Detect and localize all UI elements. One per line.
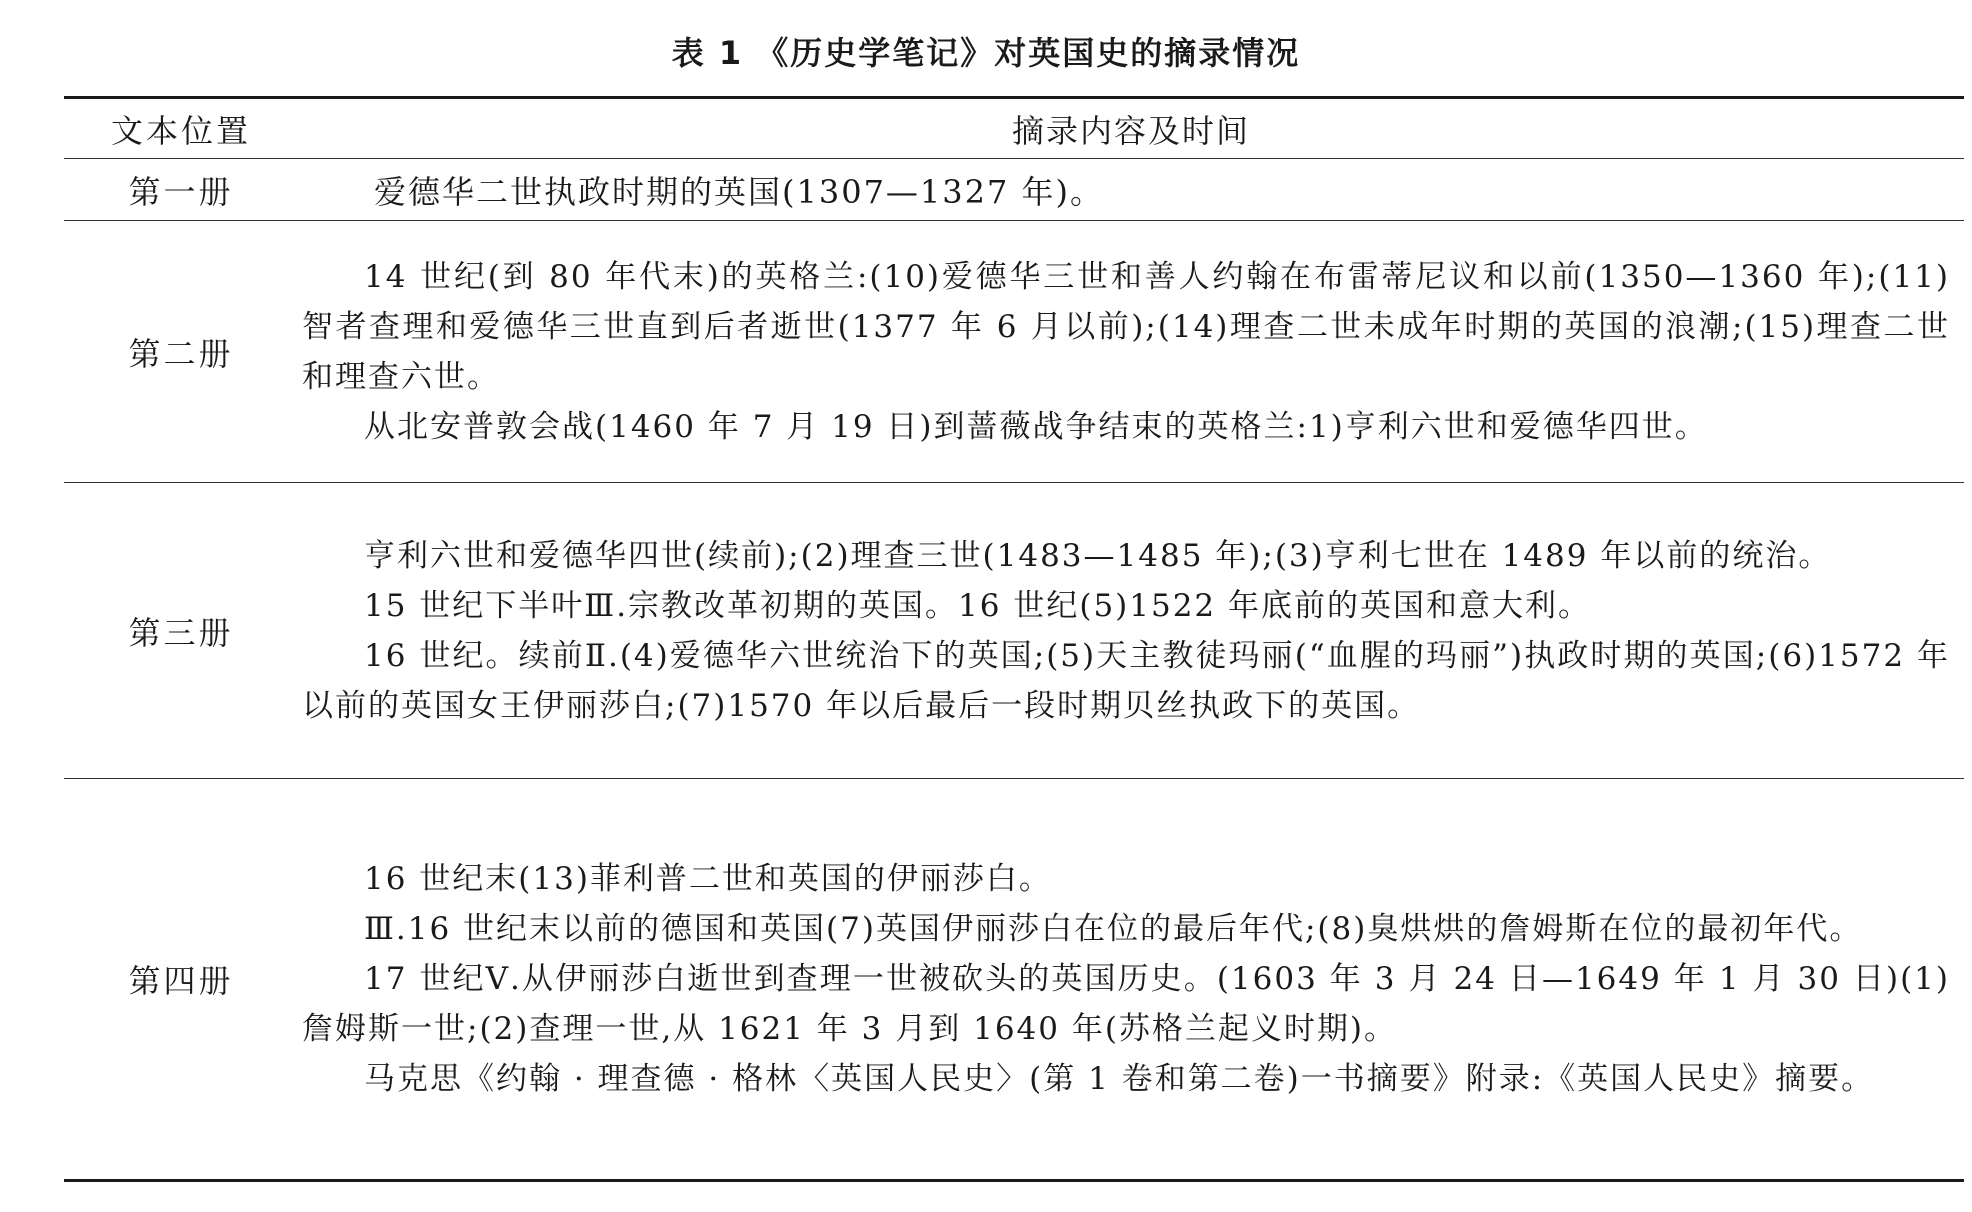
content-paragraph: 从北安普敦会战(1460 年 7 月 19 日)到蔷薇战争结束的英格兰:1)亨利六世和爱德华四世。 <box>364 408 1708 445</box>
row-location: 第四册 <box>128 962 234 1000</box>
content-paragraph: 16 世纪末(13)菲利普二世和英国的伊丽莎白。 <box>364 861 1052 897</box>
header-location: 文本位置 <box>110 111 251 150</box>
row-content <box>298 483 1964 778</box>
table-row <box>64 159 1964 221</box>
row-content: 爱德华二世执政时期的英国(1307—1327 年)。 <box>374 172 1105 211</box>
row-location: 第三册 <box>128 613 234 652</box>
table-header-row <box>64 99 1964 159</box>
row-location: 第二册 <box>128 334 234 373</box>
content-paragraph: 14 世纪(到 80 年代末)的英格兰:(10)爱德华三世和善人约翰在布雷蒂尼议和以前(1350—1360 年);(11)智者查理和爱德华三世直到后者逝世(1377 年 6 月以前);(14)理查二世未成年时期的英国的浪潮;(15)理查二世和理查六世。 <box>302 258 1950 395</box>
content-paragraph: 16 世纪。续前Ⅱ.(4)爱德华六世统治下的英国;(5)天主教徒玛丽(“血腥的玛丽”)执政时期的英国;(6)1572 年以前的英国女王伊丽莎白;(7)1570 年以后最后一段时期贝丝执政下的英国。 <box>302 637 1950 724</box>
content-paragraph: 15 世纪下半叶Ⅲ.宗教改革初期的英国。16 世纪(5)1522 年底前的英国和意大利。 <box>364 587 1592 624</box>
header-content: 摘录内容及时间 <box>1011 111 1250 150</box>
table-row <box>64 483 1964 779</box>
content-paragraph: Ⅲ.16 世纪末以前的德国和英国(7)英国伊丽莎白在位的最后年代;(8)臭烘烘的詹姆斯在位的最初年代。 <box>364 911 1863 947</box>
table-caption: 表 1 《历史学笔记》对英国史的摘录情况 <box>671 34 1301 72</box>
excerpt-table <box>64 96 1964 1182</box>
content-paragraph: 马克思《约翰 · 理查德 · 格林〈英国人民史〉(第 1 卷和第二卷)一书摘要》附录:《英国人民史》摘要。 <box>364 1061 1875 1097</box>
table-row <box>64 221 1964 483</box>
row-content <box>298 779 1964 1179</box>
row-location: 第一册 <box>128 172 234 211</box>
content-paragraph: 17 世纪Ⅴ.从伊丽莎白逝世到查理一世被砍头的英国历史。(1603 年 3 月 24 日—1649 年 1 月 30 日)(1)詹姆斯一世;(2)查理一世,从 1621 年 3 月到 1640 年(苏格兰起义时期)。 <box>302 961 1950 1047</box>
content-paragraph: 亨利六世和爱德华四世(续前);(2)理查三世(1483—1485 年);(3)亨利七世在 1489 年以前的统治。 <box>364 537 1832 574</box>
row-content <box>298 221 1964 482</box>
table-row <box>64 779 1964 1179</box>
